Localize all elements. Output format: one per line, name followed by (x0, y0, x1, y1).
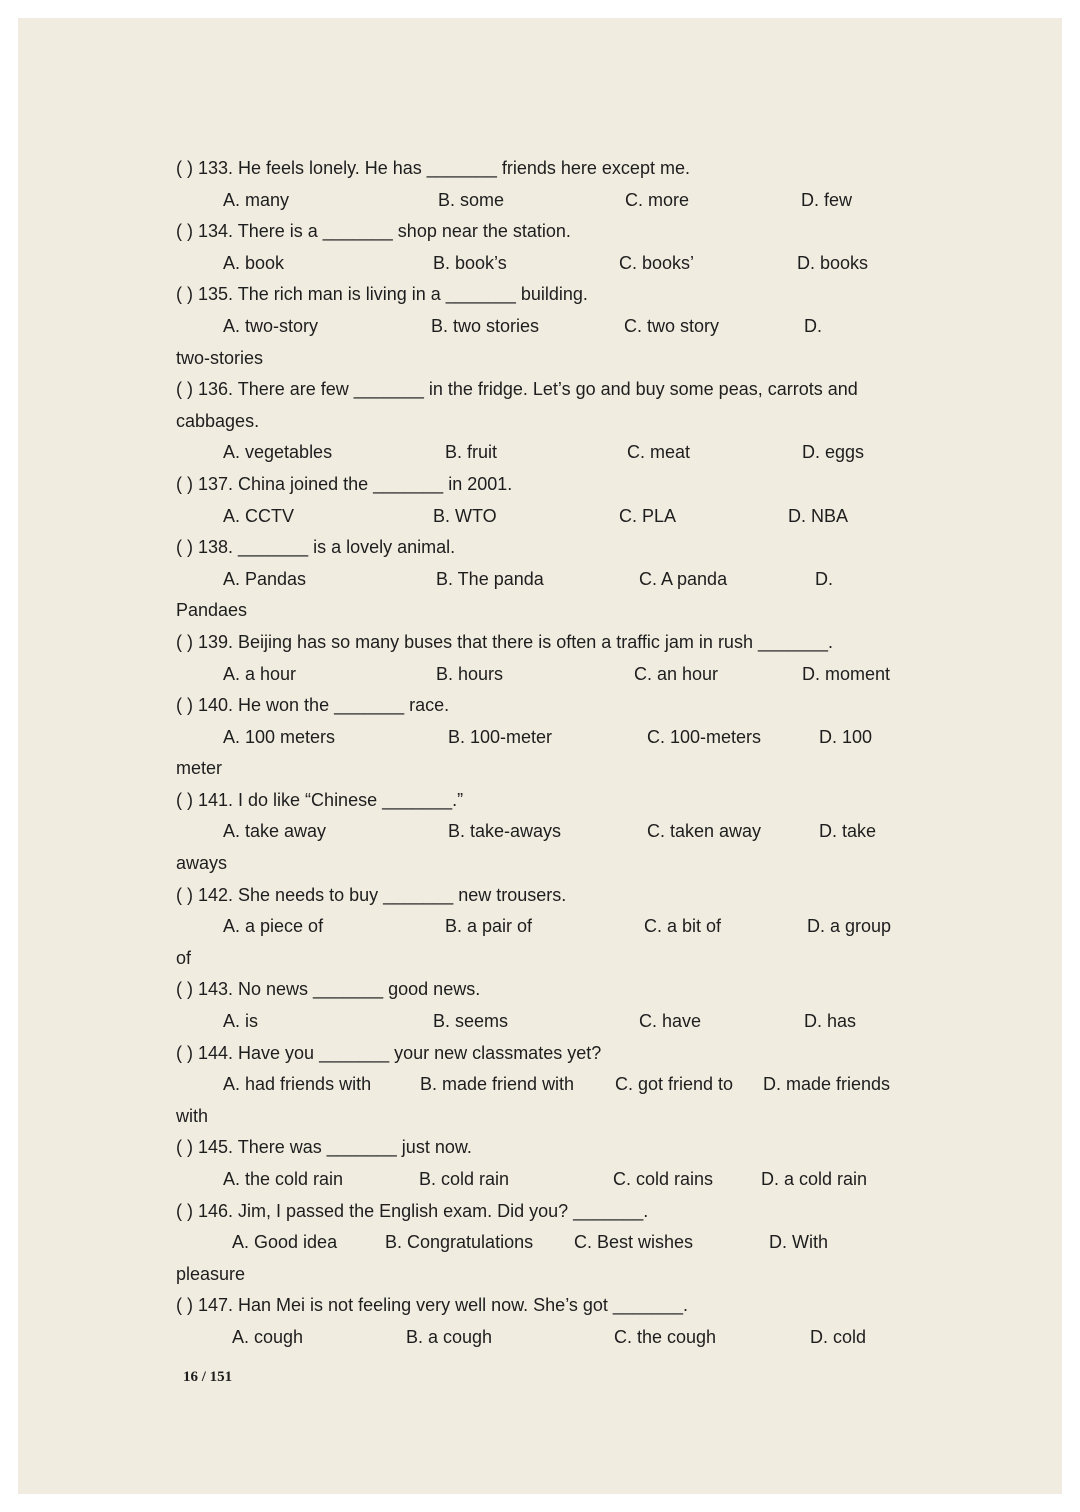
option-c: C. meat (627, 442, 691, 463)
options-143 (176, 1006, 916, 1038)
option-b: B. Congratulations (385, 1232, 534, 1253)
option-d: D. (815, 568, 833, 589)
option-c: C. books’ (619, 252, 695, 273)
option-c: C. an hour (634, 663, 719, 684)
options-135 (176, 311, 916, 343)
options-144 (176, 1069, 916, 1101)
option-d-continuation: with (176, 1105, 209, 1126)
option-d: D. take (819, 821, 877, 842)
option-c: C. 100-meters (647, 726, 762, 747)
option-d: D. With (769, 1232, 829, 1253)
question-143: ( ) 143. No news _______ good news. (176, 979, 481, 1000)
option-d: D. NBA (788, 505, 849, 526)
options-140 (176, 722, 916, 754)
option-c: C. PLA (619, 505, 677, 526)
options-138 (176, 564, 916, 596)
options-137 (176, 501, 916, 533)
question-133: ( ) 133. He feels lonely. He has _______ friends here except me. (176, 158, 690, 178)
option-c: C. a bit of (644, 916, 722, 937)
option-b: B. seems (433, 1011, 509, 1032)
option-a: A. Pandas (223, 568, 307, 589)
option-a: A. a piece of (223, 916, 324, 937)
option-a: A. a hour (223, 663, 297, 684)
option-a: A. two-story (223, 315, 319, 336)
option-b: B. made friend with (420, 1074, 575, 1095)
option-c: C. A panda (639, 568, 728, 589)
option-c: C. the cough (614, 1326, 717, 1347)
option-d: D. has (804, 1011, 857, 1032)
option-a: A. book (223, 252, 285, 273)
option-c: C. taken away (647, 821, 762, 842)
option-b: B. take-aways (448, 821, 562, 842)
option-d: D. few (801, 189, 853, 210)
option-d: D. a group (807, 916, 892, 937)
option-c: C. have (639, 1011, 702, 1032)
option-a: A. vegetables (223, 442, 333, 463)
option-c: C. got friend to (615, 1074, 734, 1095)
question-135: ( ) 135. The rich man is living in a _______ building. (176, 284, 588, 305)
question-146: ( ) 146. Jim, I passed the English exam. Did you? _______. (176, 1200, 649, 1221)
option-d-continuation: Pandaes (176, 600, 248, 621)
options-145 (176, 1164, 916, 1196)
question-137: ( ) 137. China joined the _______ in 2001. (176, 473, 513, 494)
option-b: B. book’s (433, 252, 507, 273)
option-a: A. is (223, 1011, 259, 1032)
option-d: D. (804, 315, 822, 336)
option-b: B. WTO (433, 505, 497, 526)
question-140: ( ) 140. He won the _______ race. (176, 695, 450, 716)
question-142: ( ) 142. She needs to buy _______ new trousers. (176, 884, 567, 905)
option-d: D. moment (802, 663, 891, 684)
option-c: C. Best wishes (574, 1232, 694, 1253)
question-145: ( ) 145. There was _______ just now. (176, 1137, 472, 1158)
option-b: B. a pair of (445, 916, 533, 937)
question-147: ( ) 147. Han Mei is not feeling very well now. She’s got _______. (176, 1295, 688, 1316)
question-list (176, 153, 916, 1354)
option-d: D. eggs (802, 442, 865, 463)
options-141 (176, 816, 916, 848)
option-a: A. cough (232, 1326, 304, 1347)
page-number: 16 / 151 (183, 1369, 233, 1385)
option-c: C. more (625, 189, 690, 210)
option-b: B. some (438, 189, 505, 210)
option-b: B. The panda (436, 568, 544, 589)
options-142 (176, 911, 916, 943)
option-d: D. cold (810, 1326, 867, 1347)
option-d-continuation: two-stories (176, 347, 264, 368)
option-d-continuation: of (176, 947, 192, 968)
question-136-continuation: cabbages. (176, 410, 260, 431)
option-d-continuation: meter (176, 758, 223, 779)
option-a: A. Good idea (232, 1232, 338, 1253)
option-a: A. 100 meters (223, 726, 336, 747)
option-d-continuation: pleasure (176, 1263, 246, 1284)
question-138: ( ) 138. _______ is a lovely animal. (176, 537, 456, 558)
option-b: B. fruit (445, 442, 498, 463)
option-a: A. take away (223, 821, 327, 842)
option-a: A. the cold rain (223, 1169, 344, 1189)
options-133 (176, 185, 916, 217)
options-147 (176, 1322, 916, 1354)
option-d-continuation: aways (176, 853, 228, 874)
option-b: B. two stories (431, 315, 540, 336)
option-b: B. cold rain (419, 1169, 510, 1189)
option-c: C. two story (624, 315, 720, 336)
options-139 (176, 659, 916, 691)
question-134: ( ) 134. There is a _______ shop near the station. (176, 221, 571, 242)
option-c: C. cold rains (613, 1169, 714, 1189)
options-136 (176, 437, 916, 469)
document-page (18, 18, 1062, 1494)
question-139: ( ) 139. Beijing has so many buses that there is often a traffic jam in rush _______. (176, 631, 834, 652)
option-a: A. CCTV (223, 505, 295, 526)
option-b: B. 100-meter (448, 726, 553, 747)
question-136: ( ) 136. There are few _______ in the fridge. Let’s go and buy some peas, carrots and (176, 379, 858, 400)
option-d: D. 100 (819, 726, 873, 747)
options-146 (176, 1227, 916, 1259)
option-a: A. had friends with (223, 1074, 372, 1095)
option-d: D. books (797, 252, 869, 273)
option-d: D. a cold rain (761, 1169, 868, 1189)
question-141: ( ) 141. I do like “Chinese _______.” (176, 789, 464, 810)
question-144: ( ) 144. Have you _______ your new classmates yet? (176, 1042, 602, 1063)
option-b: B. hours (436, 663, 504, 684)
option-d: D. made friends (763, 1074, 891, 1095)
option-a: A. many (223, 189, 290, 210)
options-134 (176, 248, 916, 280)
option-b: B. a cough (406, 1326, 493, 1347)
